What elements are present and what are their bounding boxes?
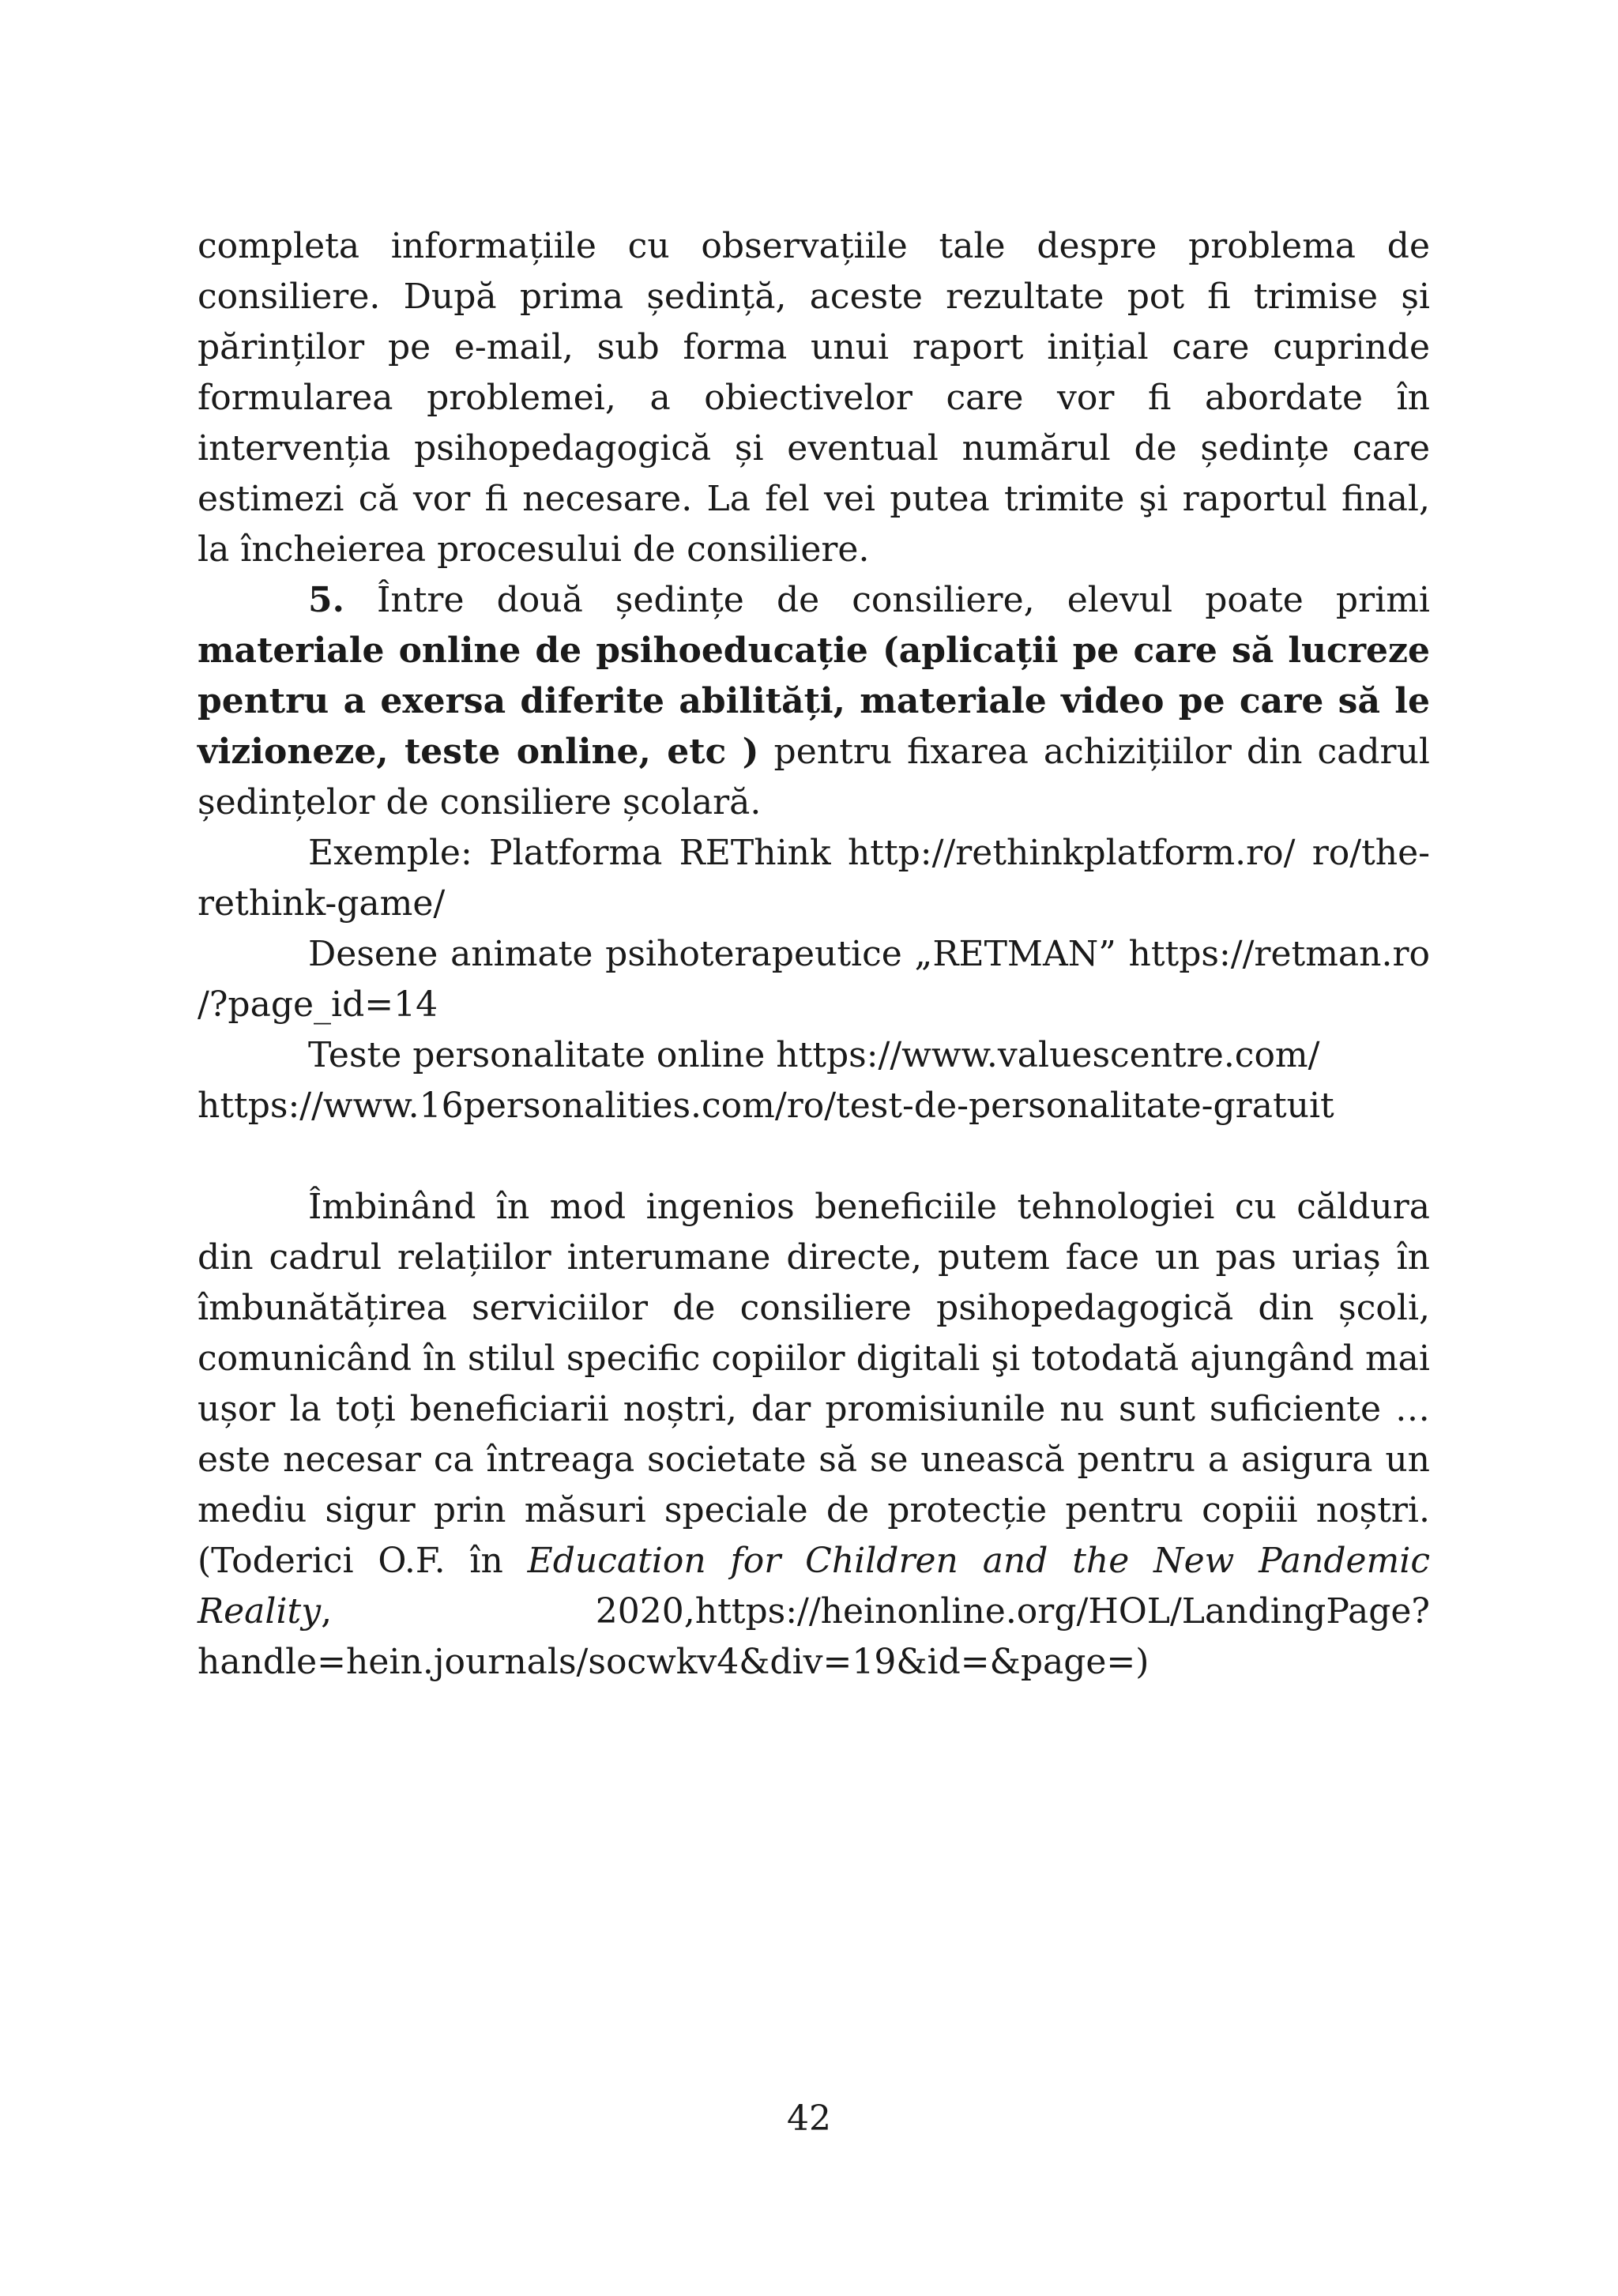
example-label: Teste personalitate online	[308, 1035, 777, 1075]
example-link[interactable]: https://retman.ro /?page_id=14	[198, 934, 1430, 1025]
paragraph-continuation: completa informațiile cu observațiile tale despre problema de consiliere. După prima ședință, aceste rezultate pot fi trimise și părinților pe e-mail, sub forma unui raport inițial care cuprinde formularea problemei, a obiectivelor care vor fi abordate în intervenția psihopedagogică și eventual numărul de ședințe care estimezi că vor fi necesare. La fel vei putea trimite şi raportul final, la încheierea procesului de consiliere.	[198, 226, 1430, 570]
list-item-number: 5.	[308, 580, 344, 620]
example-retman	[198, 929, 1430, 1030]
citation-title: Education for Children and the New Pandemic Reality	[198, 1541, 1430, 1632]
example-link[interactable]: https://www.valuescentre.com/ https://www.16personalities.com/ro/test-de-personalitate-gratuit	[198, 1035, 1334, 1126]
example-rethink	[198, 828, 1430, 929]
example-label: Desene animate psihoterapeutice „RETMAN”	[308, 934, 1129, 974]
page-number: 42	[787, 2098, 831, 2139]
example-label: Exemple: Platforma REThink	[308, 833, 848, 873]
list-item-intro: Între două ședințe de consiliere, elevul poate primi	[344, 580, 1430, 620]
body-text	[198, 221, 1430, 1688]
list-item-5	[198, 575, 1430, 828]
closing-text: Îmbinând în mod ingenios beneficiile tehnologiei cu căldura din cadrul relațiilor interumane directe, putem face un pas uriaș în îmbunătățirea serviciilor de consiliere psihopedagogică din școli, comunicând în stilul specific copiilor digitali şi totodată ajungând mai ușor la toți beneficiarii noștri, dar promisiunile nu sunt suficiente …este necesar ca întreaga societate să se unească pentru a asigura un mediu sigur prin măsuri speciale de protecție pentru copiii noștri. (Toderici O.F. în	[198, 1187, 1430, 1581]
list-item-rest: pentru fixarea achizițiilor din cadrul ședințelor de consiliere școlară.	[198, 732, 1430, 822]
citation-end: , 2020,https://heinonline.org/HOL/LandingPage? handle=hein.journals/socwkv4&div=19&id=&page=)	[198, 1591, 1430, 1682]
paragraph-gap	[198, 1131, 1430, 1182]
example-link[interactable]: http://rethinkplatform.ro/ ro/the-rethink-game/	[198, 833, 1430, 924]
closing-paragraph	[198, 1182, 1430, 1688]
example-personality-tests	[198, 1030, 1430, 1131]
list-item-bold-text: materiale online de psihoeducație (aplicații pe care să lucreze pentru a exersa diferite abilități, materiale video pe care să le vizioneze, teste online, etc )	[198, 630, 1430, 772]
